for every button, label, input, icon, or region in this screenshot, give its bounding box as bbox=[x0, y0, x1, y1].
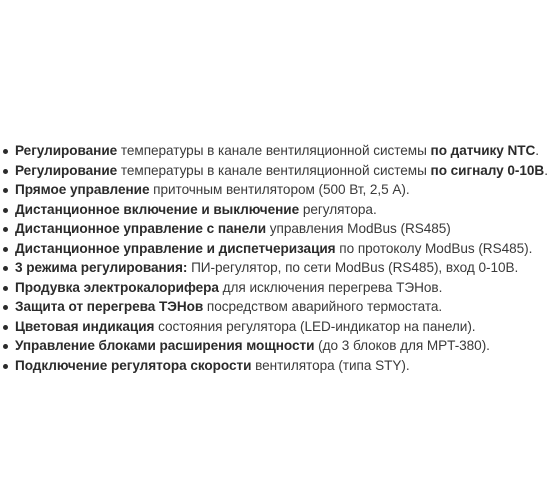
feature-item bbox=[0, 219, 560, 239]
bullet-icon bbox=[3, 149, 8, 154]
feature-list bbox=[0, 141, 560, 375]
feature-text: управления ModBus (RS485) bbox=[266, 221, 451, 236]
feature-highlight: Защита от перегрева ТЭНов bbox=[15, 299, 204, 314]
feature-highlight: 3 режима регулирования: bbox=[15, 260, 188, 275]
feature-text: температуры в канале вентиляционной системы bbox=[117, 143, 431, 158]
feature-text: регулятора. bbox=[299, 201, 377, 217]
feature-item bbox=[0, 180, 560, 200]
feature-text: . bbox=[544, 162, 548, 178]
feature-item bbox=[0, 356, 560, 376]
feature-text: состояния регулятора (LED-индикатор на панели). bbox=[154, 318, 476, 334]
feature-text: (до 3 блоков для MPT-380). bbox=[314, 338, 490, 353]
bullet-icon bbox=[3, 188, 8, 193]
feature-highlight: Дистанционное включение и выключение bbox=[15, 201, 300, 217]
feature-highlight: Цветовая индикация bbox=[15, 318, 155, 334]
feature-highlight: Регулирование bbox=[15, 143, 118, 158]
feature-item bbox=[0, 317, 560, 337]
feature-highlight: Управление блоками расширения мощности bbox=[15, 338, 315, 353]
feature-text: посредством аварийного термостата. bbox=[203, 299, 443, 314]
bullet-icon bbox=[3, 344, 8, 349]
feature-item bbox=[0, 161, 560, 181]
feature-text: для исключения перегрева ТЭНов. bbox=[218, 279, 443, 295]
feature-highlight: Прямое управление bbox=[15, 182, 150, 197]
feature-highlight: Регулирование bbox=[15, 162, 118, 178]
bullet-icon bbox=[3, 227, 8, 232]
feature-highlight: Дистанционное управление и диспетчеризация bbox=[15, 240, 336, 256]
feature-item bbox=[0, 336, 560, 356]
feature-item bbox=[0, 297, 560, 317]
feature-highlight: по сигналу 0-10В bbox=[430, 162, 545, 178]
feature-text: температуры в канале вентиляционной системы bbox=[117, 162, 431, 178]
feature-item bbox=[0, 239, 560, 259]
bullet-icon bbox=[3, 169, 8, 174]
feature-text: вентилятора (типа STY). bbox=[251, 357, 410, 373]
feature-item bbox=[0, 258, 560, 278]
feature-highlight: Продувка электрокалорифера bbox=[15, 279, 219, 295]
feature-text: ПИ-регулятор, по сети ModBus (RS485), вход 0-10В. bbox=[187, 260, 519, 275]
feature-text: . bbox=[535, 143, 540, 158]
feature-item bbox=[0, 200, 560, 220]
bullet-icon bbox=[3, 364, 8, 369]
feature-text: по протоколу ModBus (RS485). bbox=[335, 240, 533, 256]
feature-item bbox=[0, 278, 560, 298]
bullet-icon bbox=[3, 266, 8, 271]
feature-highlight: Дистанционное управление с панели bbox=[15, 221, 267, 236]
feature-highlight: Подключение регулятора скорости bbox=[15, 357, 252, 373]
bullet-icon bbox=[3, 247, 8, 252]
feature-item bbox=[0, 141, 560, 161]
bullet-icon bbox=[3, 325, 8, 330]
bullet-icon bbox=[3, 305, 8, 310]
bullet-icon bbox=[3, 208, 8, 213]
feature-text: приточным вентилятором (500 Вт, 2,5 А). bbox=[149, 182, 410, 197]
feature-highlight: по датчику NTC bbox=[430, 143, 536, 158]
bullet-icon bbox=[3, 286, 8, 291]
